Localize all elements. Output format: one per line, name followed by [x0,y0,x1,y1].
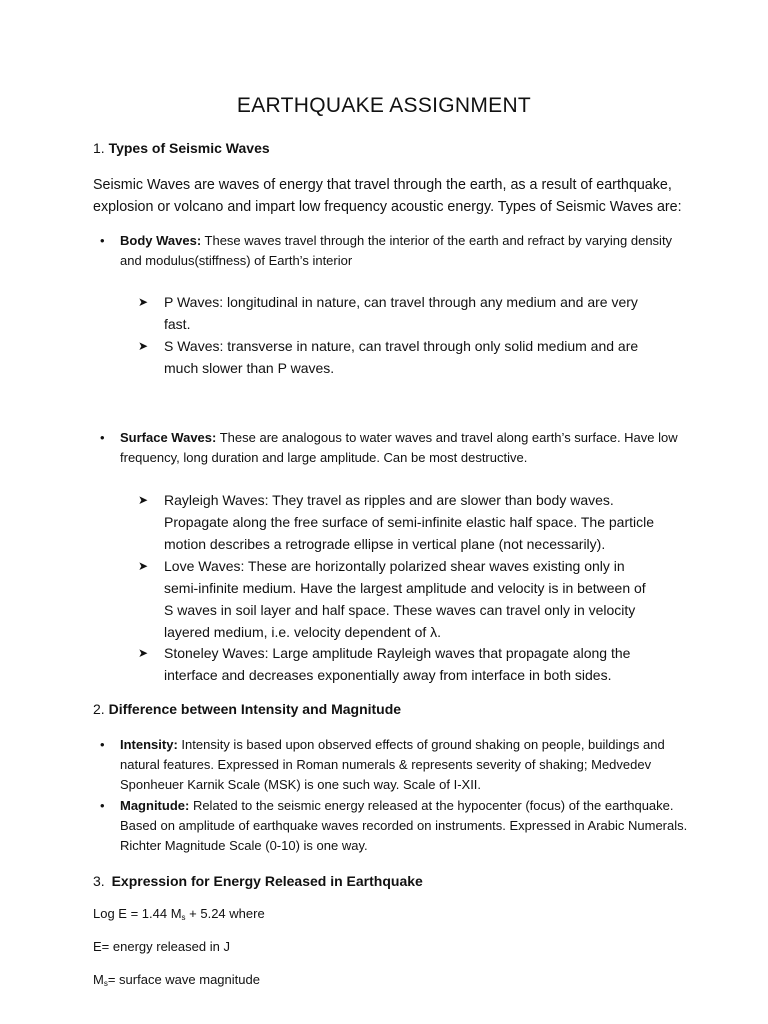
rayleigh-waves-item [138,489,658,555]
section-2-heading [93,701,401,717]
section-3-title: Expression for Energy Released in Earthquake [111,873,423,889]
p-waves-text: P Waves: longitudinal in nature, can travel through any medium and are very fast. [164,294,638,332]
section-3-heading [93,873,423,889]
arrow-bullet-icon: ➤ [138,295,149,309]
page-title: EARTHQUAKE ASSIGNMENT [236,94,532,117]
s-waves-item [138,335,658,379]
ms-definition-text: = surface wave magnitude [107,972,260,987]
rayleigh-waves-text: Rayleigh Waves: They travel as ripples and are slower than body waves. Propagate along the free surface of semi-infinite elastic half space. The particle motion describes a retrograde ellipse in vertical plane (not necessarily). [164,492,655,552]
intensity-text: Intensity is based upon observed effects of ground shaking on people, buildings and natural features. Expressed in Roman numerals & represents severity of shaking; Medvedev Sponheuer Karnik Scale (MSK) is one such way. Scale of I-XII. [120,737,665,792]
formula-subscript: s [181,913,186,922]
bullet-icon: • [100,430,105,445]
stoneley-waves-text: Stoneley Waves: Large amplitude Rayleigh waves that propagate along the interface and decreases exponentially away from interface in both sides. [164,645,631,683]
ms-subscript: s [103,979,108,988]
section-3-number: 3. [93,873,105,889]
formula-part-b: + 5.24 where [185,906,265,921]
surface-waves-label: Surface Waves: [120,430,217,445]
intensity-item [100,735,690,795]
magnitude-text: Related to the seismic energy released at the hypocenter (focus) of the earthquake. Based on amplitude of earthquake waves recorded on instruments. Expressed in Arabic Numerals. Richter Magnitude Scale (0-10) is one way. [120,798,688,853]
energy-definition: E= energy released in J [93,939,230,954]
formula-part-a: Log E = 1.44 M [93,906,182,921]
section-1-number: 1. [93,140,105,156]
arrow-bullet-icon: ➤ [138,493,149,507]
love-waves-item [138,555,658,643]
energy-formula [93,906,265,922]
ms-symbol: M [93,972,104,987]
body-waves-label: Body Waves: [120,233,202,248]
stoneley-waves-item [138,642,658,686]
section-2-number: 2. [93,701,105,717]
magnitude-item [100,796,690,856]
bullet-icon: • [100,737,105,752]
section-1-title: Types of Seismic Waves [108,140,270,156]
magnitude-label: Magnitude: [120,798,190,813]
ms-definition [93,972,260,988]
surface-waves-text: These are analogous to water waves and travel along earth’s surface. Have low frequency, long duration and large amplitude. Can be most destructive. [120,430,678,465]
intensity-label: Intensity: [120,737,178,752]
love-waves-text: Love Waves: These are horizontally polarized shear waves existing only in semi-infinite medium. Have the largest amplitude and velocity is in between of S waves in soil layer and half space. These waves can travel only in velocity layered medium, i.e. velocity dependent of λ. [164,558,646,640]
section-2-title: Difference between Intensity and Magnitude [108,701,402,717]
body-waves-text: These waves travel through the interior of the earth and refract by varying density and modulus(stiffness) of Earth’s interior [120,233,673,268]
s-waves-text: S Waves: transverse in nature, can travel through only solid medium and are much slower than P waves. [164,338,639,376]
seismic-intro-paragraph: Seismic Waves are waves of energy that travel through the earth, as a result of earthquake, explosion or volcano and impart low frequency acoustic energy. Types of Seismic Waves are: [93,177,682,215]
p-waves-item [138,291,658,335]
arrow-bullet-icon: ➤ [138,559,149,573]
body-waves-item [100,231,690,271]
arrow-bullet-icon: ➤ [138,646,149,660]
section-1-heading [93,140,270,156]
arrow-bullet-icon: ➤ [138,339,149,353]
bullet-icon: • [100,233,105,248]
bullet-icon: • [100,798,105,813]
surface-waves-item [100,428,690,468]
